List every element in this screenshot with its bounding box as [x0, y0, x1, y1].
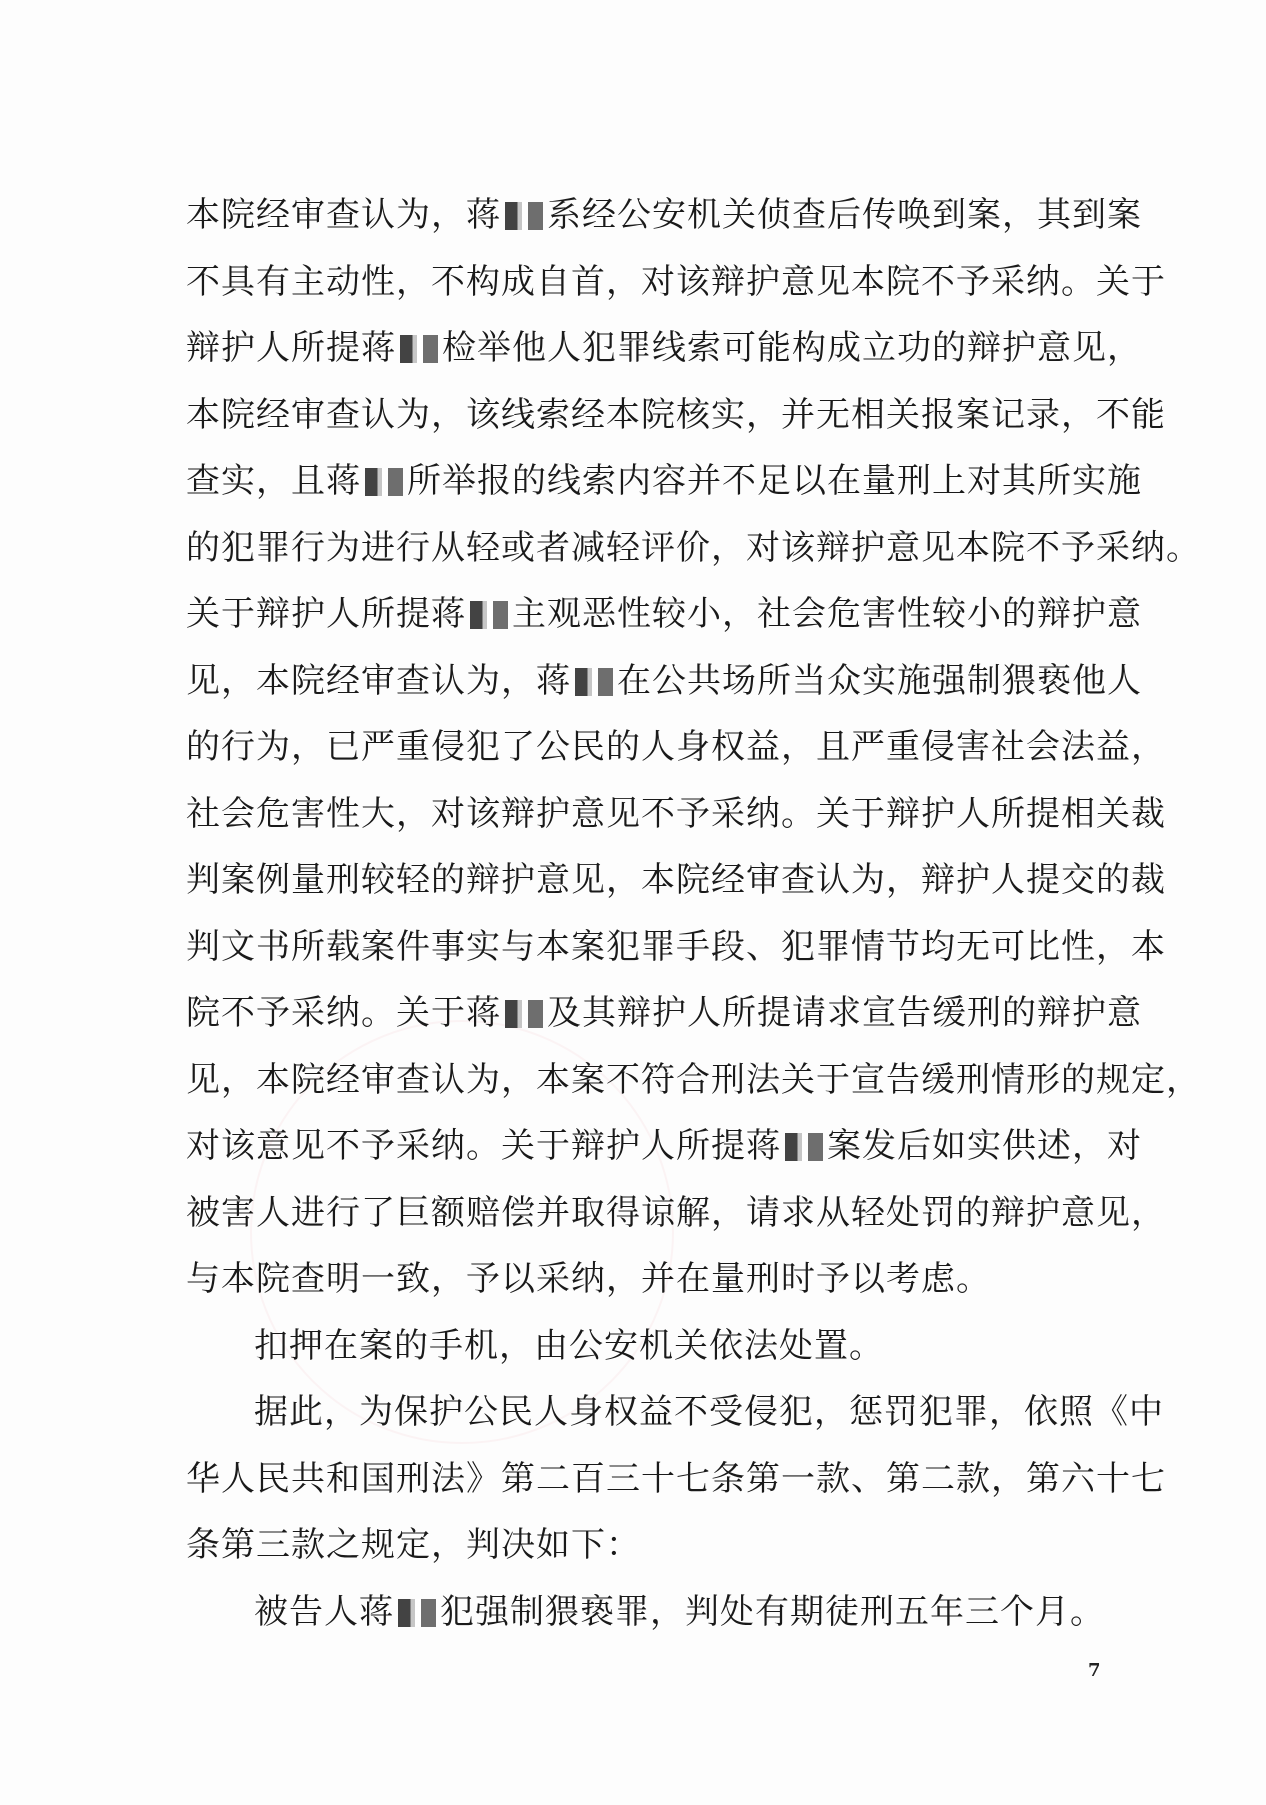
redacted-name-mark: [575, 668, 613, 696]
text-segment: 不具有主动性，不构成自首，对该辩护意见本院不予采纳。关于: [186, 261, 1166, 302]
text-line: [186, 714, 1166, 781]
text-segment: 犯强制猥亵罪，判处有期徒刑五年三个月。: [440, 1591, 1105, 1632]
page-number: 7: [1088, 1660, 1101, 1681]
text-line: [186, 1047, 1201, 1114]
text-line: [186, 648, 1142, 715]
text-segment: 的犯罪行为进行从轻或者减轻评价，对该辩护意见本院不予采纳。: [186, 527, 1201, 568]
redacted-name-mark: [365, 468, 403, 496]
text-segment: 本院经审查认为，蒋: [186, 195, 501, 235]
text-segment: 见，本院经审查认为，本案不符合刑法关于宣告缓刑情形的规定，: [186, 1059, 1201, 1100]
text-segment: 及其辩护人所提请求宣告缓刑的辩护意: [547, 993, 1142, 1033]
redacted-name-mark: [505, 202, 543, 230]
text-line: [186, 914, 1166, 981]
text-segment: 院不予采纳。关于蒋: [186, 993, 501, 1033]
text-line: [186, 515, 1201, 582]
text-segment: 查实，且蒋: [186, 461, 361, 501]
text-segment: 案发后如实供述，对: [827, 1126, 1142, 1166]
text-segment: 判案例量刑较轻的辩护意见，本院经审查认为，辩护人提交的裁: [186, 860, 1166, 900]
text-line: [186, 1246, 1076, 1313]
text-segment: 被告人蒋: [254, 1591, 394, 1632]
text-line: [186, 1512, 1076, 1579]
text-segment: 的行为，已严重侵犯了公民的人身权益，且严重侵害社会法益，: [186, 727, 1166, 767]
text-segment: 判文书所载案件事实与本案犯罪手段、犯罪情节均无可比性，本: [186, 926, 1166, 967]
text-line: [186, 781, 1166, 848]
text-line: [186, 1579, 1105, 1646]
text-segment: 关于辩护人所提蒋: [186, 594, 466, 634]
text-segment: 对该意见不予采纳。关于辩护人所提蒋: [186, 1126, 781, 1166]
text-line: [186, 1446, 1166, 1513]
text-segment: 华人民共和国刑法》第二百三十七条第一款、第二款，第六十七: [186, 1458, 1166, 1499]
text-segment: 与本院查明一致，予以采纳，并在量刑时予以考虑。: [186, 1259, 991, 1299]
text-line: [186, 1379, 1164, 1446]
text-segment: 扣押在案的手机，由公安机关依法处置。: [254, 1325, 884, 1366]
text-line: [186, 980, 1142, 1047]
text-segment: 据此，为保护公民人身权益不受侵犯，惩罚犯罪，依照《中: [254, 1392, 1164, 1432]
text-line: [186, 382, 1166, 449]
redacted-name-mark: [785, 1133, 823, 1161]
text-segment: 在公共场所当众实施强制猥亵他人: [617, 660, 1142, 701]
text-segment: 系经公安机关侦查后传唤到案，其到案: [547, 195, 1142, 235]
text-segment: 社会危害性大，对该辩护意见不予采纳。关于辩护人所提相关裁: [186, 793, 1166, 834]
text-line: [186, 182, 1142, 249]
text-line: [186, 448, 1142, 515]
text-line: [186, 315, 1142, 382]
text-segment: 辩护人所提蒋: [186, 328, 396, 368]
redacted-name-mark: [398, 1599, 436, 1627]
text-segment: 所举报的线索内容并不足以在量刑上对其所实施: [407, 461, 1142, 501]
text-line: [186, 249, 1166, 316]
text-segment: 见，本院经审查认为，蒋: [186, 660, 571, 701]
text-line: [186, 1180, 1166, 1247]
text-segment: 被害人进行了巨额赔偿并取得谅解，请求从轻处罚的辩护意见，: [186, 1192, 1166, 1233]
redacted-name-mark: [470, 601, 508, 629]
text-line: [186, 1313, 1076, 1380]
text-segment: 主观恶性较小，社会危害性较小的辩护意: [512, 594, 1142, 634]
text-segment: 检举他人犯罪线索可能构成立功的辩护意见，: [442, 328, 1142, 368]
text-line: [186, 1113, 1142, 1180]
text-line: [186, 847, 1166, 914]
redacted-name-mark: [505, 1000, 543, 1028]
text-segment: 条第三款之规定，判决如下：: [186, 1525, 641, 1565]
text-line: [186, 581, 1142, 648]
redacted-name-mark: [400, 335, 438, 363]
text-segment: 本院经审查认为，该线索经本院核实，并无相关报案记录，不能: [186, 394, 1166, 435]
judgment-text-body: [186, 182, 1201, 1645]
